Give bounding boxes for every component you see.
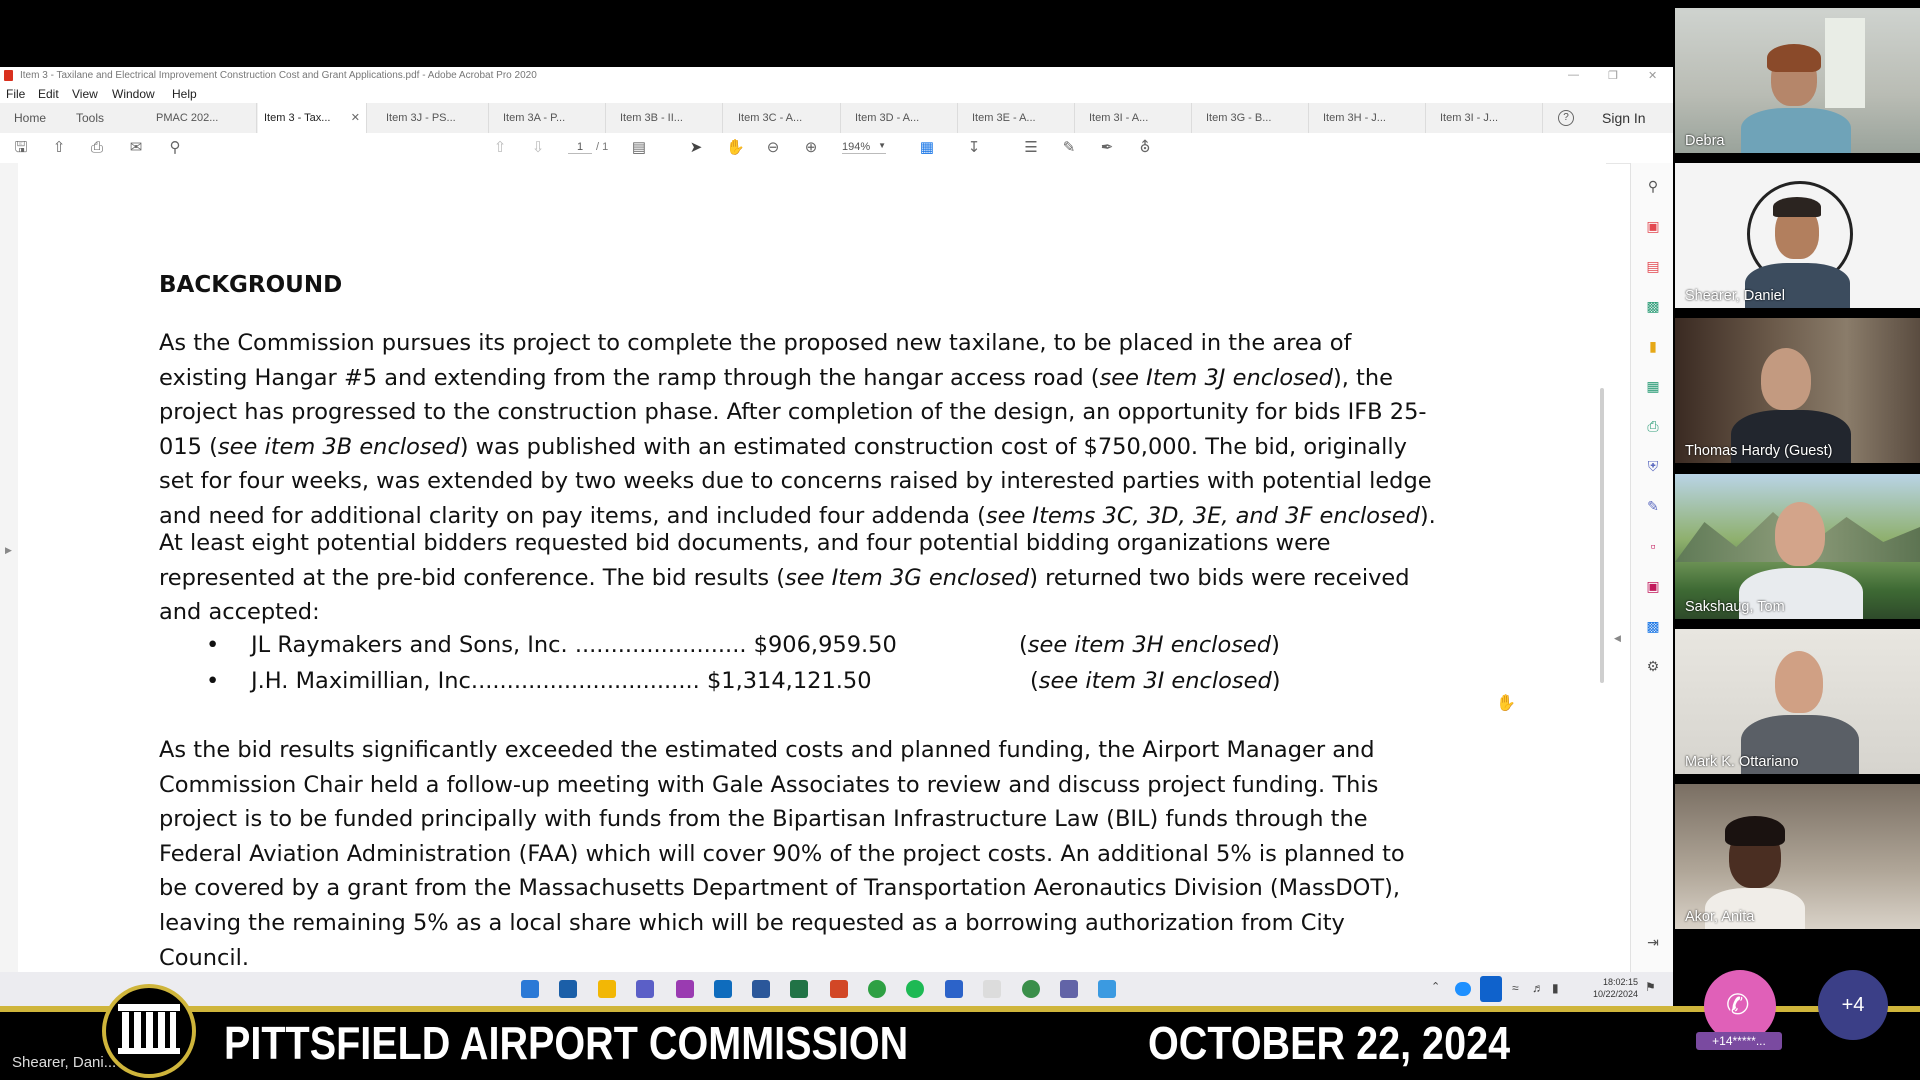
save-icon[interactable]: 🖫: [14, 139, 28, 156]
video-tile-ottariano[interactable]: [1675, 629, 1920, 774]
hand-cursor-icon: ✋: [1496, 695, 1516, 712]
upload-cloud-icon[interactable]: ⇧: [52, 139, 66, 156]
active-speaker-label: Shearer, Dani...: [12, 1054, 117, 1071]
zoom-in-icon[interactable]: ⊕: [804, 139, 818, 156]
tab-doc-item3g[interactable]: Item 3G - B...: [1200, 103, 1309, 133]
create-pdf-icon[interactable]: ▩: [1646, 298, 1660, 314]
start-windows-icon[interactable]: [521, 980, 539, 998]
pdf-app-icon: [4, 70, 13, 81]
columns-icon: [122, 1012, 176, 1048]
paragraph-line: [159, 464, 1432, 499]
tab-close-icon[interactable]: ✕: [350, 112, 360, 124]
teams-classic-icon[interactable]: [1060, 980, 1078, 998]
bid-text: JL Raymakers and Sons, Inc. ........................ $906,959.50: [251, 632, 897, 658]
vertical-scrollbar[interactable]: [1600, 153, 1606, 873]
edge-icon[interactable]: [868, 980, 886, 998]
text-run: ).: [1419, 503, 1436, 529]
minimize-icon[interactable]: —: [1568, 69, 1579, 81]
paragraph-line: [159, 871, 1400, 906]
search-icon[interactable]: ⚲: [169, 139, 181, 156]
tab-doc-item3b[interactable]: Item 3B - II...: [614, 103, 723, 133]
banner-gold-stripe: [0, 1006, 1920, 1012]
phone-number-badge: +14*****...: [1696, 1032, 1782, 1050]
tab-doc-item3h[interactable]: Item 3H - J...: [1317, 103, 1426, 133]
left-panel-toggle[interactable]: [0, 163, 19, 972]
paragraph-line: [159, 906, 1345, 941]
participant-face: [1775, 651, 1823, 713]
acrobat-window: [0, 67, 1673, 972]
paragraph-line: [159, 837, 1405, 872]
collapse-panel-icon[interactable]: ◀: [1614, 633, 1621, 643]
text-run: project has progressed to the construction phase. After completion of the design, an opportunity for bids IFB 25-: [159, 399, 1427, 426]
battery-icon[interactable]: ▮: [1552, 981, 1559, 995]
participant-hair: [1725, 816, 1785, 846]
tab-doc-item3i-a[interactable]: Item 3I - A...: [1083, 103, 1192, 133]
prev-page-icon[interactable]: ⇧: [493, 139, 507, 156]
paragraph-line: [159, 395, 1427, 430]
italic-reference: see Items 3C, 3D, 3E, and 3F enclosed: [985, 503, 1420, 529]
toolbar: [0, 133, 1673, 164]
text-run: Commission Chair held a follow-up meeting with Gale Associates to review and discuss project funding. This: [159, 771, 1379, 798]
tab-doc-item3-label: Item 3 - Tax...: [264, 112, 331, 124]
paragraph-line: [159, 941, 249, 972]
clock-time[interactable]: 18:02:15: [1602, 977, 1638, 987]
phone-hand-icon: ✆: [1726, 989, 1750, 1020]
protect-shield-icon[interactable]: ⛨: [1647, 458, 1659, 474]
paren: (: [1030, 668, 1039, 694]
scroll-mode-icon[interactable]: ↧: [967, 139, 981, 156]
zoom-level-select[interactable]: [842, 141, 886, 154]
word-icon[interactable]: [752, 980, 770, 998]
menu-help[interactable]: Help: [172, 87, 197, 101]
volume-icon[interactable]: ♬: [1532, 981, 1544, 995]
next-page-icon[interactable]: ⇩: [531, 139, 545, 156]
italic-reference: see Item 3J enclosed: [1099, 364, 1333, 391]
chrome-icon[interactable]: [1022, 980, 1040, 998]
text-run: be covered by a grant from the Massachusetts Department of Transportation Aeronautics Division (MassDOT),: [159, 875, 1401, 902]
paragraph-line: [159, 768, 1378, 803]
paren: ): [1271, 668, 1281, 694]
italic-reference: see item 3B enclosed: [217, 433, 460, 460]
onenote-icon[interactable]: [676, 980, 694, 998]
text-run: ) was published with an estimated construction cost of $750,000. The bid, originally: [459, 433, 1407, 460]
text-run: As the bid results significantly exceeded the estimated costs and planned funding, the Airport Manager and: [159, 737, 1375, 763]
calculator-icon[interactable]: [1098, 980, 1116, 998]
participant-hair: [1767, 44, 1821, 72]
maximize-icon[interactable]: ❐: [1608, 70, 1618, 82]
participant-body: [1741, 108, 1851, 153]
text-run: represented at the pre-bid conference. The bid results (: [159, 564, 786, 591]
text-run: ) returned two bids were received: [1029, 564, 1410, 591]
microphone-icon[interactable]: [1480, 976, 1502, 1002]
video-tile-shearer[interactable]: [1675, 163, 1920, 308]
text-run: and accepted:: [159, 599, 320, 626]
tab-doc-item3a[interactable]: Item 3A - P...: [497, 103, 606, 133]
teams-icon[interactable]: [636, 980, 654, 998]
highlight-pen-icon[interactable]: ✎: [1062, 139, 1076, 156]
participant-name: Mark K. Ottariano: [1685, 754, 1799, 770]
pediment-icon: [118, 1004, 180, 1011]
chevron-down-icon: ▼: [878, 141, 886, 150]
participant-face: [1775, 502, 1825, 566]
bid-reference: [1030, 664, 1281, 699]
bid-reference: [1019, 628, 1280, 663]
clock-date[interactable]: 10/22/2024: [1592, 989, 1638, 999]
close-window-icon[interactable]: ✕: [1648, 70, 1658, 82]
notification-bell-icon[interactable]: ⚑: [1645, 980, 1656, 994]
draw-icon[interactable]: ✒: [1100, 139, 1114, 156]
more-tools-icon[interactable]: ⚙: [1646, 658, 1660, 674]
text-run: set for four weeks, was extended by two weeks due to concerns raised by interested parties with potential ledge: [159, 468, 1432, 495]
paragraph-line: [159, 595, 320, 630]
tab-tools[interactable]: Tools: [76, 111, 105, 125]
onedrive-icon[interactable]: [1455, 982, 1471, 996]
italic-reference: see item 3H enclosed: [1027, 632, 1272, 658]
fill-sign-icon[interactable]: ✎: [1647, 498, 1659, 514]
document-area: [0, 163, 1621, 972]
windows-taskbar: [0, 972, 1673, 1006]
tab-doc-item3i-j[interactable]: Item 3I - J...: [1434, 103, 1543, 133]
menu-file[interactable]: File: [6, 87, 26, 101]
paragraph-line: [159, 526, 1331, 561]
italic-reference: see item 3I enclosed: [1038, 668, 1272, 694]
window-title: Item 3 - Taxilane and Electrical Improvement Construction Cost and Grant Applications.pdf - Adobe Acrobat Pro 2020: [20, 70, 537, 81]
tab-doc-item3e[interactable]: Item 3E - A...: [966, 103, 1075, 133]
comment-icon[interactable]: ☰: [1024, 139, 1038, 156]
participant-name: Thomas Hardy (Guest): [1685, 443, 1833, 459]
paragraph-line: [159, 561, 1410, 596]
participant-name: Akor, Anita: [1685, 909, 1755, 925]
window-background: [1825, 18, 1865, 108]
participant-name: Debra: [1685, 133, 1725, 149]
banner-date: OCTOBER 22, 2024: [1148, 1017, 1511, 1069]
wifi-icon[interactable]: ≈: [1512, 981, 1519, 995]
text-run: existing Hangar #5 and extending from the ramp through the hangar access road (: [159, 364, 1100, 391]
paragraph-line: [159, 802, 1368, 837]
participant-face: [1761, 348, 1811, 410]
select-arrow-icon[interactable]: ➤: [689, 139, 703, 156]
store-icon[interactable]: [559, 980, 577, 998]
menu-window[interactable]: Window: [112, 87, 155, 101]
email-icon[interactable]: ✉: [129, 139, 143, 156]
bullet: •: [206, 668, 220, 694]
text-run: project is to be funded principally with funds from the Bipartisan Infrastructure Law (BIL) funds through the: [159, 806, 1368, 833]
edit-pdf-icon[interactable]: ▫: [1650, 538, 1656, 554]
bullet: •: [206, 632, 220, 658]
text-run: and need for additional clarity on pay items, and included four addenda (: [159, 503, 986, 529]
tab-bar: [0, 103, 1673, 134]
send-for-review-icon[interactable]: ▩: [1646, 618, 1660, 634]
base-icon: [118, 1048, 180, 1054]
paragraph-line: [159, 430, 1407, 465]
participant-name: Shearer, Daniel: [1685, 288, 1785, 304]
redact-icon[interactable]: ▣: [1646, 578, 1660, 594]
zoom-out-icon[interactable]: ⊖: [766, 139, 780, 156]
scrollbar-thumb[interactable]: [1600, 388, 1604, 683]
tray-chevron-icon[interactable]: ⌃: [1431, 981, 1441, 993]
hand-tool-icon[interactable]: ✋: [726, 139, 745, 156]
text-run: As the Commission pursues its project to complete the proposed new taxilane, to be placed in the area of: [159, 330, 1352, 356]
text-run: Federal Aviation Administration (FAA) which will cover 90% of the project costs. An additional 5% is planned to: [159, 840, 1405, 867]
tab-doc-item3c[interactable]: Item 3C - A...: [732, 103, 841, 133]
combine-files-icon[interactable]: ▦: [1646, 378, 1660, 394]
bid-text: J.H. Maximillian, Inc................................ $1,314,121.50: [251, 668, 872, 694]
tag-icon[interactable]: ⛢: [1139, 139, 1151, 156]
right-tools-pane: [1630, 163, 1673, 972]
comment-pane-icon[interactable]: ▮: [1649, 338, 1657, 354]
banner-title: PITTSFIELD AIRPORT COMMISSION: [224, 1017, 909, 1069]
export-pdf-icon[interactable]: ▣: [1646, 218, 1660, 234]
text-run: ), the: [1332, 364, 1393, 391]
tab-doc-item3j[interactable]: Item 3J - PS...: [380, 103, 489, 133]
participant-hair: [1773, 197, 1821, 217]
text-run: leaving the remaining 5% as a local share which will be requested as a borrowing authorization from City: [159, 910, 1345, 936]
excel-icon[interactable]: [790, 980, 808, 998]
print-production-icon[interactable]: ⎙: [1647, 418, 1659, 434]
collapse-pane-icon[interactable]: ⇥: [1647, 934, 1659, 950]
text-run: 015 (: [159, 433, 218, 460]
help-icon[interactable]: ?: [1558, 110, 1574, 126]
zoom-level-value: 194%: [842, 141, 871, 153]
video-tile-akor[interactable]: [1675, 784, 1920, 929]
text-run: At least eight potential bidders requested bid documents, and four potential bidding organizations were: [159, 530, 1331, 556]
paragraph-line: [159, 361, 1393, 396]
paragraph-line: [159, 326, 1351, 361]
tab-home[interactable]: Home: [14, 111, 47, 125]
page-total: / 1: [596, 141, 609, 153]
menu-view[interactable]: View: [72, 87, 98, 101]
video-tile-debra[interactable]: [1675, 8, 1920, 153]
zoom-search-icon[interactable]: ⚲: [1647, 178, 1659, 194]
sign-in-link[interactable]: Sign In: [1602, 110, 1646, 126]
italic-reference: see Item 3G enclosed: [785, 564, 1030, 591]
paren: ): [1271, 632, 1280, 658]
more-participants-button[interactable]: +4: [1818, 970, 1888, 1040]
video-tile-sakshaug[interactable]: [1675, 474, 1920, 619]
participant-name: Sakshaug, Tom: [1685, 599, 1785, 615]
paren: (: [1019, 632, 1028, 658]
file-explorer-icon[interactable]: [598, 980, 616, 998]
expand-right-icon: ▶: [5, 545, 12, 555]
page-view-icon[interactable]: ▤: [631, 139, 647, 156]
menu-bar: [0, 85, 1673, 103]
outlook-icon[interactable]: [714, 980, 732, 998]
organize-pages-icon[interactable]: ▤: [1646, 258, 1660, 274]
tab-doc-pmac[interactable]: PMAC 202...: [150, 103, 257, 133]
pdf-page: [18, 163, 1596, 972]
print-icon[interactable]: ⎙: [90, 139, 103, 156]
spotify-icon[interactable]: [906, 980, 924, 998]
fit-page-icon[interactable]: ▦: [919, 139, 935, 156]
video-tile-hardy[interactable]: [1675, 318, 1920, 463]
tab-doc-item3[interactable]: [258, 103, 367, 133]
notepad-icon[interactable]: [983, 980, 1001, 998]
section-heading: BACKGROUND: [159, 272, 343, 298]
powerpoint-icon[interactable]: [830, 980, 848, 998]
title-bar: [0, 67, 1673, 85]
menu-edit[interactable]: Edit: [38, 87, 59, 101]
paragraph-line: [159, 733, 1375, 768]
zoom-app-icon[interactable]: [945, 980, 963, 998]
tab-doc-item3d[interactable]: Item 3D - A...: [849, 103, 958, 133]
text-run: Council.: [159, 944, 250, 971]
page-number-input[interactable]: 1: [568, 141, 592, 154]
